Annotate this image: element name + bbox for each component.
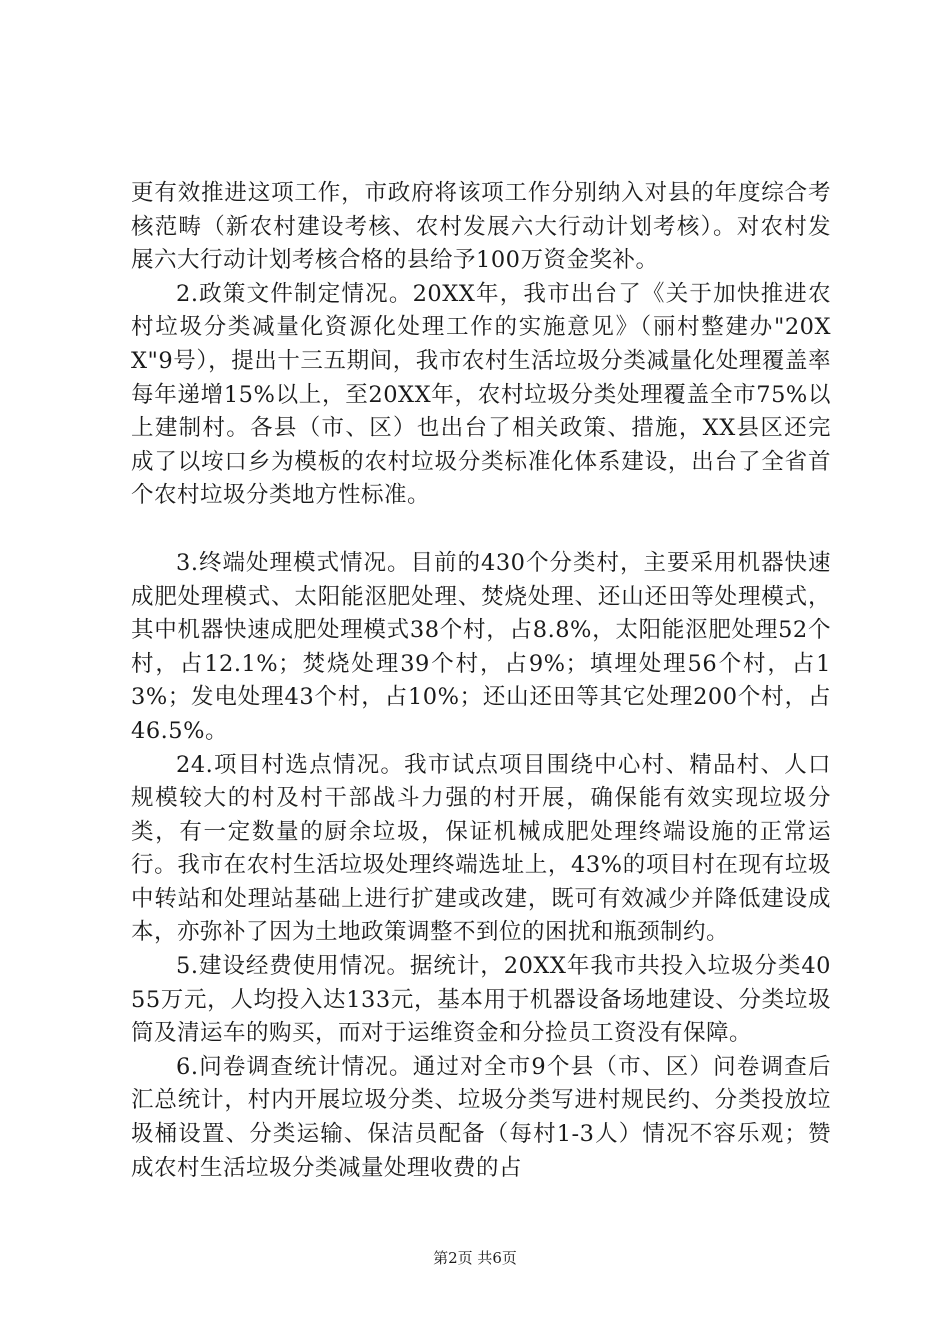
paragraph-funding-usage: 5.建设经费使用情况。据统计，20XX年我市共投入垃圾分类4055万元，人均投入达133元，基本用于机器设备场地建设、分类垃圾筒及清运车的购买，而对于运维资金和分捡员工资没有保障。 [131,953,831,1047]
paragraph-survey-statistics: 6.问卷调查统计情况。通过对全市9个县（市、区）问卷调查后汇总统计，村内开展垃圾分类、垃圾分类写进村规民约、分类投放垃圾桶设置、分类运输、保洁员配备（每村1-3人）情况不容乐观；赞成农村生活垃圾分类减量处理收费的占 [131,1053,831,1181]
page-number-footer: 第2页 共6页 [433,1249,517,1267]
paragraph-intro-continuation: 更有效推进这项工作，市政府将该项工作分别纳入对县的年度综合考核范畴（新农村建设考核、农村发展六大行动计划考核）。对农村发展六大行动计划考核合格的县给予100万资金奖补。 [131,180,831,274]
paragraph-policy-documents: 2.政策文件制定情况。20XX年，我市出台了《关于加快推进农村垃圾分类减量化资源化处理工作的实施意见》（丽村整建办"20XX"9号），提出十三五期间，我市农村生活垃圾分类减量化处理覆盖率每年递增15%以上，至20XX年，农村垃圾分类处理覆盖全市75%以上建制村。各县（市、区）也出台了相关政策、措施，XX县区还完成了以垵口乡为模板的农村垃圾分类标准化体系建设，出台了全省首个农村垃圾分类地方性标准。 [131,280,831,509]
paragraph-site-selection: 24.项目村选点情况。我市试点项目围绕中心村、精品村、人口规模较大的村及村干部战斗力强的村开展，确保能有效实现垃圾分类，有一定数量的厨余垃圾，保证机械成肥处理终端设施的正常运行。我市在农村生活垃圾处理终端选址上，43%的项目村在现有垃圾中转站和处理站基础上进行扩建或改建，既可有效减少并降低建设成本，亦弥补了因为土地政策调整不到位的困扰和瓶颈制约。 [131,751,831,946]
document-body [131,177,831,1185]
paragraph-terminal-processing: 3.终端处理模式情况。目前的430个分类村，主要采用机器快速成肥处理模式、太阳能沤肥处理、焚烧处理、还山还田等处理模式，其中机器快速成肥处理模式38个村，占8.8%，太阳能沤肥处理52个村，占12.1%；焚烧处理39个村，占9%；填埋处理56个村，占13%；发电处理43个村，占10%；还山还田等其它处理200个村，占46.5%。 [131,549,831,744]
